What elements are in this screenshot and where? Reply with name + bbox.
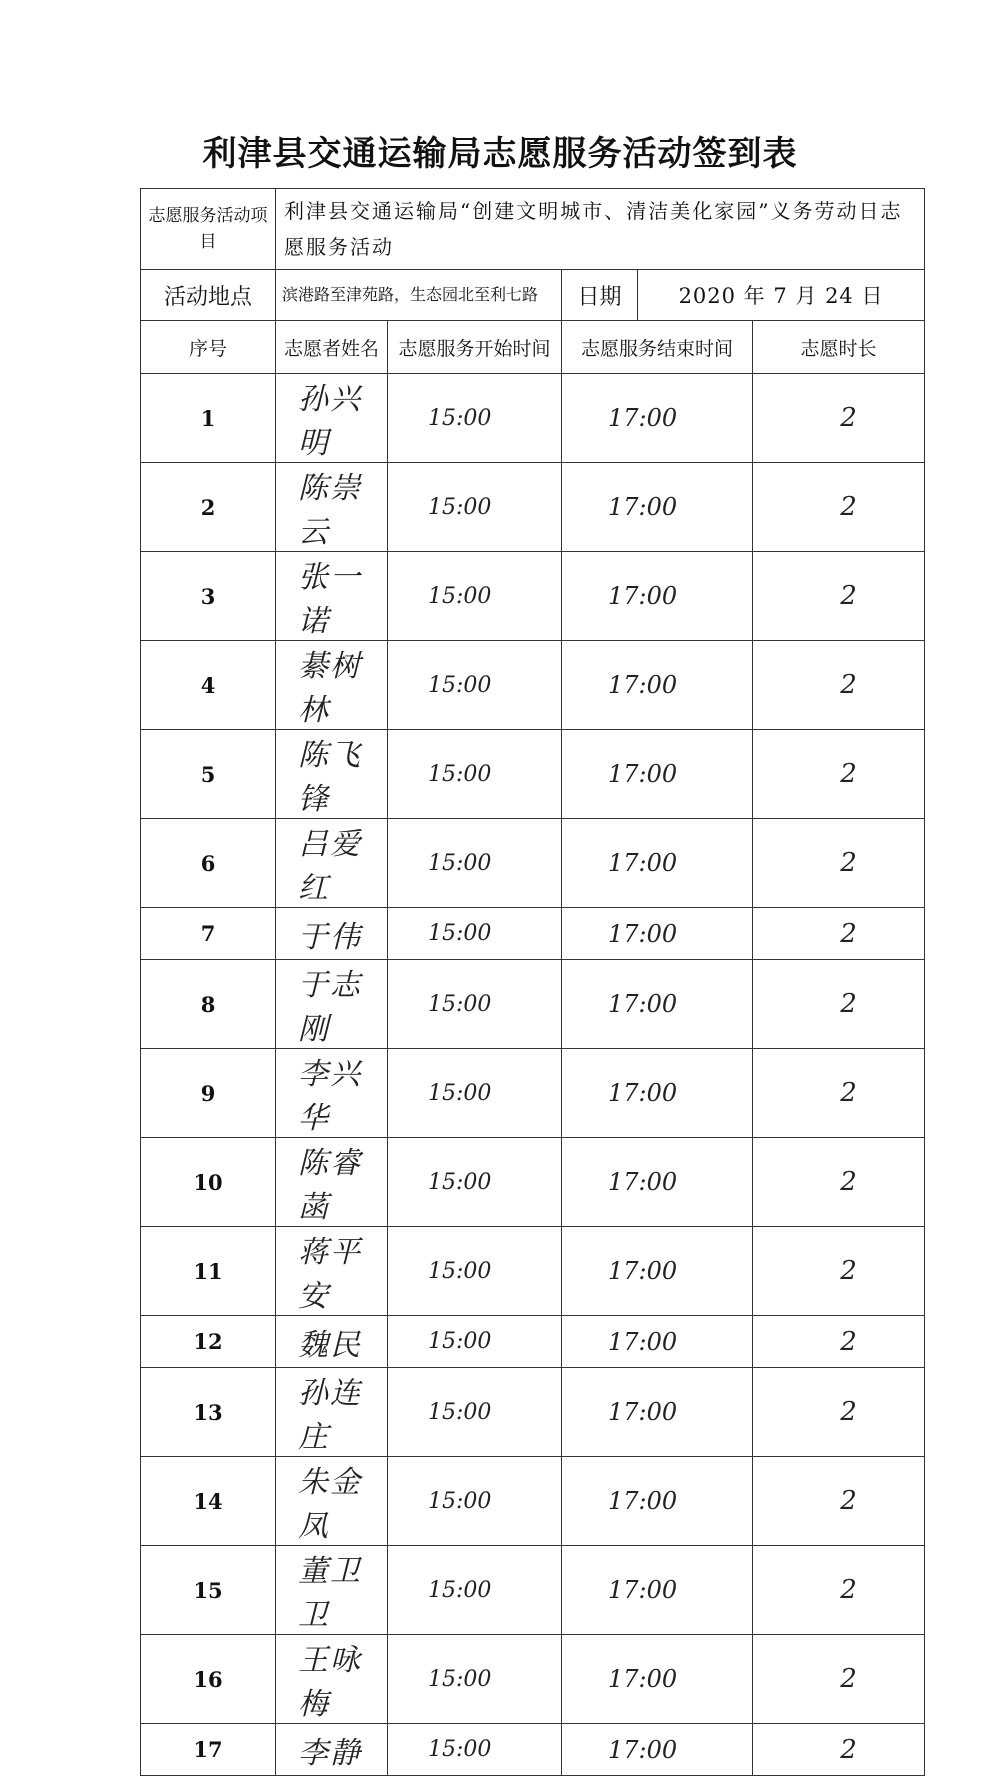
- row-index: 4: [141, 641, 276, 730]
- location-date-row: [141, 270, 925, 321]
- location-value: 滨港路至津苑路，生态园北至利七路: [276, 270, 562, 321]
- table-row: [141, 374, 925, 463]
- end-time: 17:00: [562, 960, 753, 1049]
- table-row: [141, 1457, 925, 1546]
- start-time: 15:00: [388, 1227, 562, 1316]
- volunteer-name-signature: 王咏梅: [276, 1635, 388, 1724]
- end-time: 17:00: [562, 1138, 753, 1227]
- table-row: [141, 1316, 925, 1368]
- start-time: 15:00: [388, 908, 562, 960]
- table-row: [141, 1368, 925, 1457]
- service-hours: 2: [753, 374, 925, 463]
- table-row: [141, 1546, 925, 1635]
- table-row: [141, 1227, 925, 1316]
- row-index: 1: [141, 374, 276, 463]
- end-time: 17:00: [562, 1316, 753, 1368]
- column-header-hours: 志愿时长: [753, 321, 925, 374]
- table-row: [141, 1635, 925, 1724]
- service-hours: 2: [753, 463, 925, 552]
- end-time: 17:00: [562, 730, 753, 819]
- volunteer-name-signature: 陈飞锋: [276, 730, 388, 819]
- end-time: 17:00: [562, 1368, 753, 1457]
- date-value: 2020 年 7 月 24 日: [638, 270, 925, 321]
- table-row: [141, 1049, 925, 1138]
- end-time: 17:00: [562, 908, 753, 960]
- volunteer-name-signature: 于志刚: [276, 960, 388, 1049]
- start-time: 15:00: [388, 1316, 562, 1368]
- end-time: 17:00: [562, 641, 753, 730]
- end-time: 17:00: [562, 819, 753, 908]
- column-header-row: [141, 321, 925, 374]
- service-hours: 2: [753, 819, 925, 908]
- table-row: [141, 463, 925, 552]
- location-label: 活动地点: [141, 270, 276, 321]
- start-time: 15:00: [388, 1457, 562, 1546]
- sheet-title: 利津县交通运输局志愿服务活动签到表: [202, 134, 798, 174]
- row-index: 8: [141, 960, 276, 1049]
- column-header-start: 志愿服务开始时间: [388, 321, 562, 374]
- end-time: 17:00: [562, 1635, 753, 1724]
- service-hours: 2: [753, 1227, 925, 1316]
- row-index: 5: [141, 730, 276, 819]
- start-time: 15:00: [388, 463, 562, 552]
- row-index: 15: [141, 1546, 276, 1635]
- volunteer-name-signature: 李静: [276, 1724, 388, 1776]
- end-time: 17:00: [562, 1049, 753, 1138]
- volunteer-name-signature: 董卫卫: [276, 1546, 388, 1635]
- table-row: [141, 908, 925, 960]
- volunteer-name-signature: 陈睿菡: [276, 1138, 388, 1227]
- start-time: 15:00: [388, 1724, 562, 1776]
- volunteer-name-signature: 孙连庄: [276, 1368, 388, 1457]
- volunteer-name-signature: 魏民: [276, 1316, 388, 1368]
- table-row: [141, 730, 925, 819]
- volunteer-name-signature: 于伟: [276, 908, 388, 960]
- start-time: 15:00: [388, 1635, 562, 1724]
- volunteer-name-signature: 朱金凤: [276, 1457, 388, 1546]
- row-index: 14: [141, 1457, 276, 1546]
- project-value: 利津县交通运输局“创建文明城市、清洁美化家园”义务劳动日志愿服务活动: [276, 189, 925, 270]
- volunteer-name-signature: 李兴华: [276, 1049, 388, 1138]
- service-hours: 2: [753, 730, 925, 819]
- column-header-index: 序号: [141, 321, 276, 374]
- start-time: 15:00: [388, 1368, 562, 1457]
- table-row: [141, 641, 925, 730]
- row-index: 6: [141, 819, 276, 908]
- volunteer-name-signature: 綦树林: [276, 641, 388, 730]
- volunteer-name-signature: 张一诺: [276, 552, 388, 641]
- service-hours: 2: [753, 1724, 925, 1776]
- sign-in-table: [140, 188, 925, 1776]
- service-hours: 2: [753, 552, 925, 641]
- table-row: [141, 1138, 925, 1227]
- start-time: 15:00: [388, 1138, 562, 1227]
- table-row: [141, 1724, 925, 1776]
- start-time: 15:00: [388, 552, 562, 641]
- date-label: 日期: [562, 270, 638, 321]
- row-index: 16: [141, 1635, 276, 1724]
- volunteer-name-signature: 孙兴明: [276, 374, 388, 463]
- start-time: 15:00: [388, 730, 562, 819]
- service-hours: 2: [753, 1049, 925, 1138]
- volunteer-name-signature: 吕爱红: [276, 819, 388, 908]
- row-index: 11: [141, 1227, 276, 1316]
- end-time: 17:00: [562, 374, 753, 463]
- end-time: 17:00: [562, 463, 753, 552]
- row-index: 7: [141, 908, 276, 960]
- row-index: 3: [141, 552, 276, 641]
- service-hours: 2: [753, 908, 925, 960]
- column-header-name: 志愿者姓名: [276, 321, 388, 374]
- service-hours: 2: [753, 1457, 925, 1546]
- row-index: 9: [141, 1049, 276, 1138]
- start-time: 15:00: [388, 1546, 562, 1635]
- start-time: 15:00: [388, 819, 562, 908]
- service-hours: 2: [753, 1368, 925, 1457]
- end-time: 17:00: [562, 1227, 753, 1316]
- project-label: 志愿服务活动项目: [141, 189, 276, 270]
- end-time: 17:00: [562, 552, 753, 641]
- row-index: 13: [141, 1368, 276, 1457]
- column-header-end: 志愿服务结束时间: [562, 321, 753, 374]
- volunteer-name-signature: 陈崇云: [276, 463, 388, 552]
- table-row: [141, 960, 925, 1049]
- table-row: [141, 552, 925, 641]
- end-time: 17:00: [562, 1724, 753, 1776]
- end-time: 17:00: [562, 1457, 753, 1546]
- start-time: 15:00: [388, 1049, 562, 1138]
- start-time: 15:00: [388, 641, 562, 730]
- service-hours: 2: [753, 1138, 925, 1227]
- row-index: 2: [141, 463, 276, 552]
- service-hours: 2: [753, 1316, 925, 1368]
- service-hours: 2: [753, 641, 925, 730]
- start-time: 15:00: [388, 960, 562, 1049]
- project-row: [141, 189, 925, 270]
- row-index: 12: [141, 1316, 276, 1368]
- row-index: 17: [141, 1724, 276, 1776]
- service-hours: 2: [753, 1635, 925, 1724]
- start-time: 15:00: [388, 374, 562, 463]
- end-time: 17:00: [562, 1546, 753, 1635]
- table-row: [141, 819, 925, 908]
- volunteer-name-signature: 蒋平安: [276, 1227, 388, 1316]
- row-index: 10: [141, 1138, 276, 1227]
- service-hours: 2: [753, 1546, 925, 1635]
- service-hours: 2: [753, 960, 925, 1049]
